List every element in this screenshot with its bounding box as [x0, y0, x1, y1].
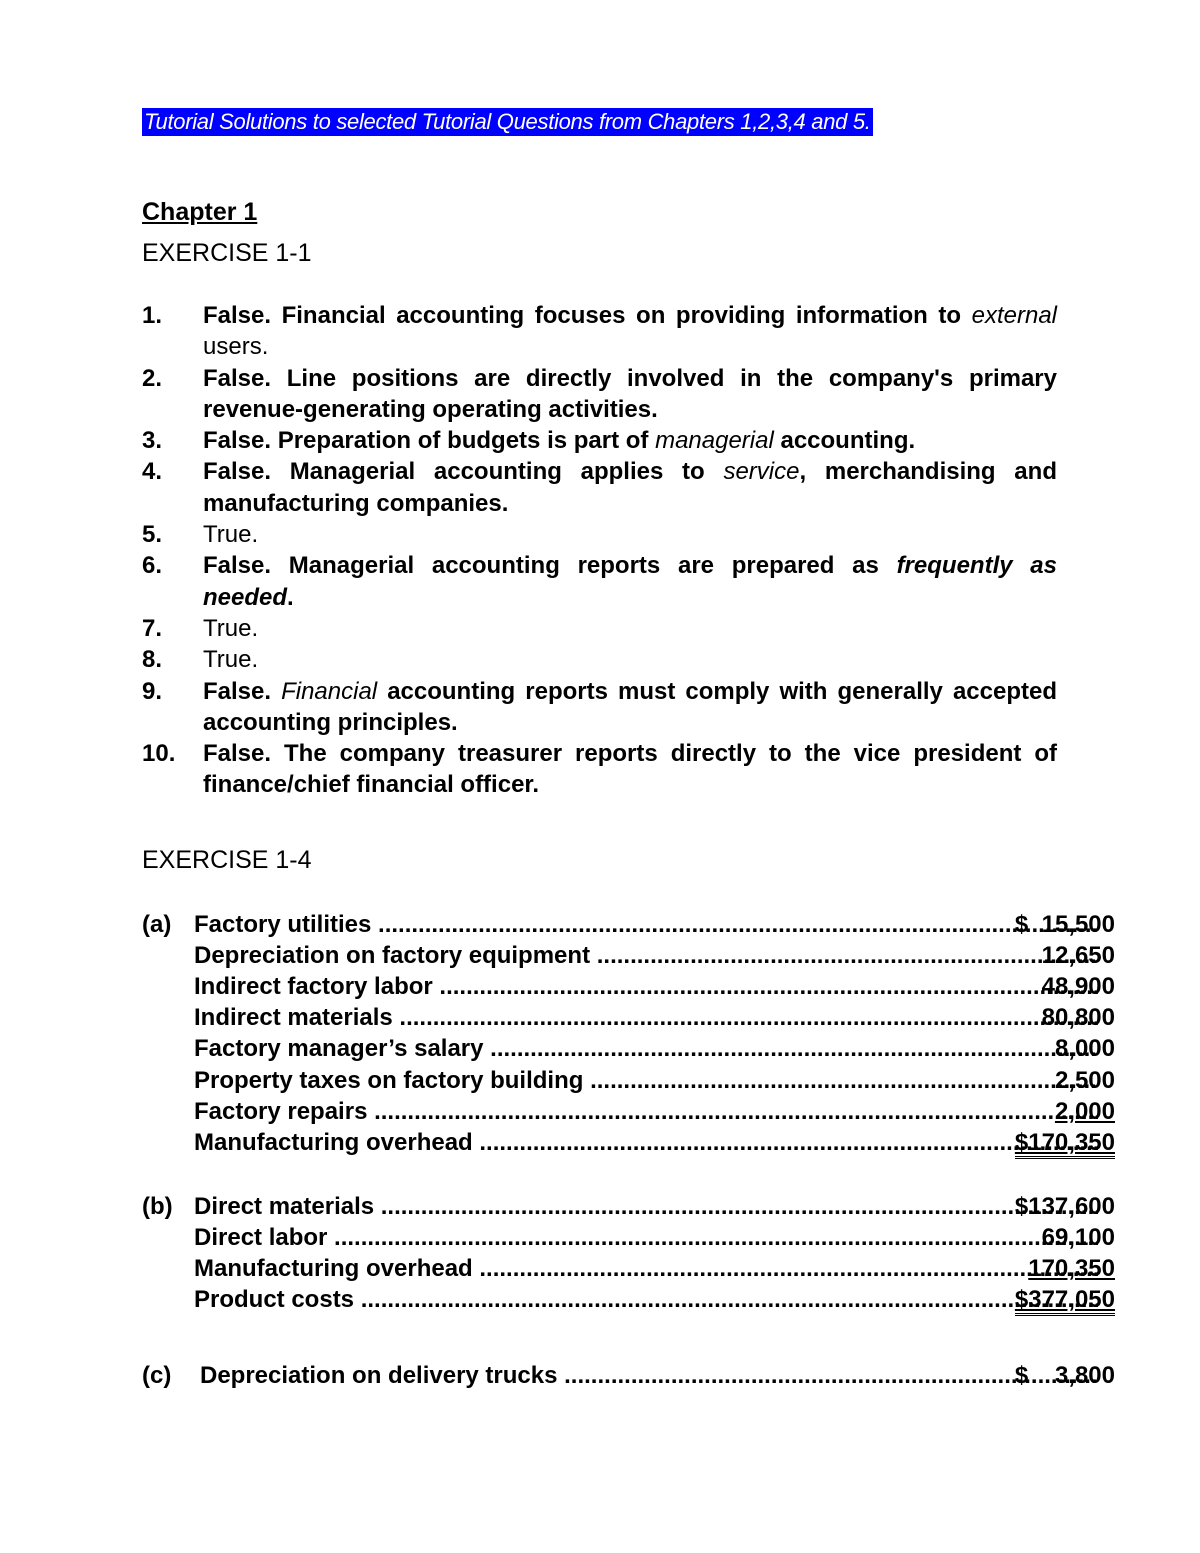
list-item: 6. False. Managerial accounting reports are prepared as frequently as needed.	[142, 552, 1057, 611]
exercise-1-4-heading: EXERCISE 1-4	[142, 846, 312, 874]
row-amount: 170,350	[1028, 1255, 1115, 1282]
row-label: Factory manager’s salary .....	[194, 1033, 1098, 1064]
row-label: Property taxes on factory building .....	[194, 1065, 1098, 1096]
table-row	[142, 1065, 1117, 1096]
table-row	[142, 909, 1117, 940]
row-amount: 69,100	[1041, 1224, 1115, 1251]
list-item: 2. False. Line positions are directly involved in the company's primary revenue-generating operating activities.	[142, 364, 1057, 423]
row-label: Factory repairs .....	[194, 1096, 1098, 1127]
list-item: 9. False. Financial accounting reports must comply with generally accepted accounting principles.	[142, 677, 1057, 736]
table-row	[142, 1222, 1117, 1253]
row-label: Indirect materials .....	[194, 1002, 1098, 1033]
chapter-heading: Chapter 1	[142, 198, 258, 226]
row-label: Manufacturing overhead .....	[194, 1127, 1098, 1158]
table-row	[142, 1284, 1117, 1315]
list-item: 3. False. Preparation of budgets is part of managerial accounting.	[142, 427, 916, 455]
list-item: 10. False. The company treasurer reports directly to the vice president of finance/chief financial officer.	[142, 740, 1057, 799]
list-item: 4. False. Managerial accounting applies to service, merchandising and manufacturing companies.	[142, 458, 1057, 517]
row-label: Manufacturing overhead .....	[194, 1253, 1098, 1284]
list-item: 5. True.	[142, 521, 259, 549]
document-title: Tutorial Solutions to selected Tutorial Questions from Chapters 1,2,3,4 and 5.	[144, 109, 871, 134]
row-label: Direct materials .....	[194, 1191, 1098, 1222]
row-amount: 2,500	[1054, 1067, 1115, 1094]
part-label: (c)	[142, 1362, 172, 1389]
row-amount: $ 15,500	[1014, 911, 1115, 938]
table-row	[142, 1096, 1117, 1127]
table-row	[142, 940, 1117, 971]
table-row	[142, 1033, 1117, 1064]
row-amount: $ 3,800	[1014, 1362, 1115, 1389]
row-amount: $170,350	[1015, 1129, 1115, 1159]
table-row	[142, 1127, 1117, 1158]
row-label: Indirect factory labor .....	[194, 971, 1098, 1002]
list-item: 8. True.	[142, 646, 259, 674]
row-amount: 48,900	[1041, 973, 1115, 1000]
row-label: Depreciation on factory equipment .....	[194, 940, 1098, 971]
exercise-1-1-heading: EXERCISE 1-1	[142, 239, 312, 267]
row-amount: 2,000	[1054, 1098, 1115, 1125]
row-label: Direct labor .....	[194, 1222, 1098, 1253]
row-amount: $137,600	[1014, 1193, 1115, 1220]
table-row	[142, 1191, 1117, 1222]
row-label: Depreciation on delivery trucks .....	[200, 1360, 1098, 1391]
table-row	[142, 1360, 1117, 1391]
table-row	[142, 971, 1117, 1002]
table-row	[142, 1002, 1117, 1033]
list-item: 7. True.	[142, 614, 259, 642]
table-row	[142, 1253, 1117, 1284]
part-label: (a)	[142, 911, 172, 938]
row-amount: 8,000	[1054, 1035, 1115, 1062]
exercise-1-1-answers	[142, 300, 1057, 801]
row-amount: $377,050	[1015, 1286, 1115, 1316]
part-label: (b)	[142, 1193, 173, 1220]
row-label: Product costs .....	[194, 1284, 1098, 1315]
row-amount: 12,650	[1041, 942, 1115, 969]
row-label: Factory utilities .....	[194, 909, 1098, 940]
list-item: 1. False. Financial accounting focuses on providing information to external users.	[142, 302, 1057, 361]
row-amount: 80,800	[1041, 1004, 1115, 1031]
